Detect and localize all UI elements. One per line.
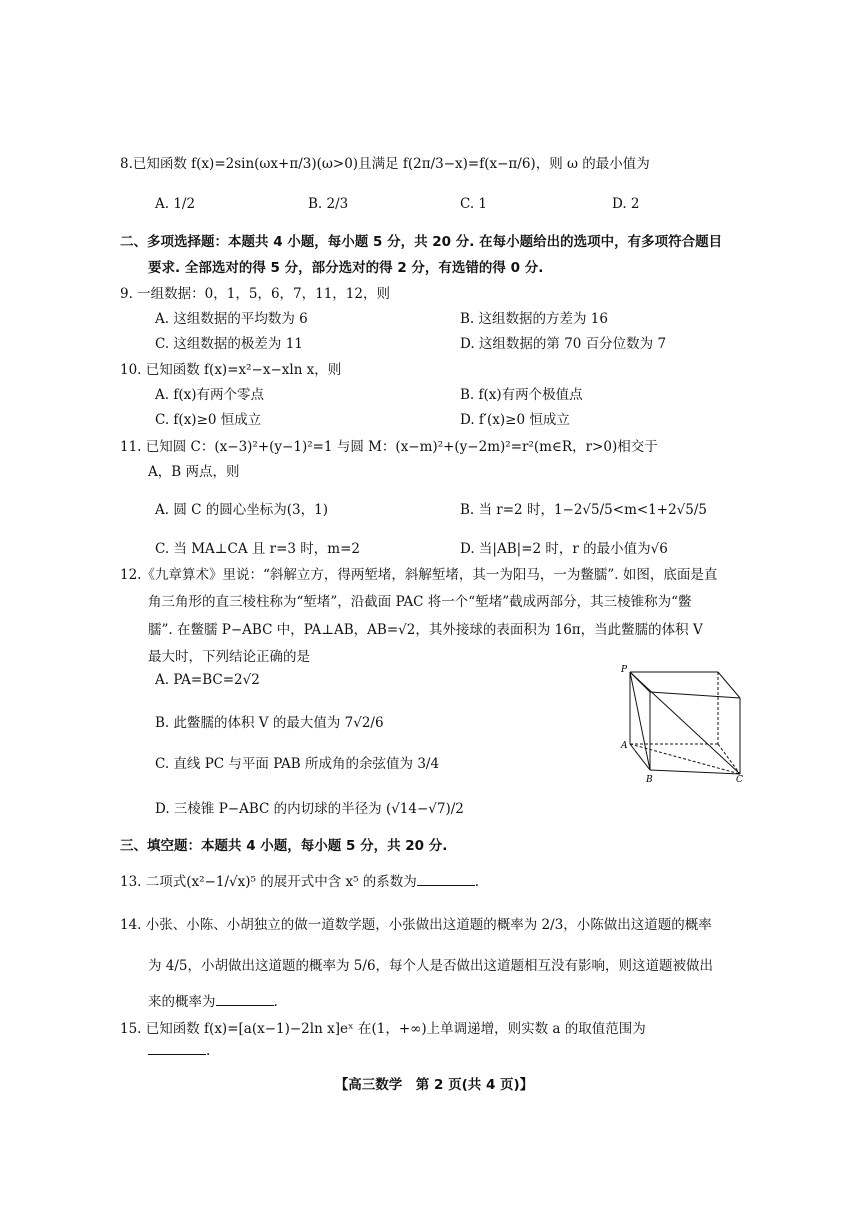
q13-stem: 13. 二项式(x²−1/√x)⁵ 的展开式中含 x⁵ 的系数为 <box>120 874 417 890</box>
q10-option-d: D. f′(x)≥0 恒成立 <box>460 412 570 428</box>
q8-option-b: B. 2/3 <box>308 196 349 212</box>
q9-stem: 9. 一组数据：0，1，5，6，7，11，12，则 <box>120 286 390 302</box>
label-c: C <box>736 775 743 784</box>
q12-option-a: A. PA=BC=2√2 <box>155 672 260 688</box>
q15-end: . <box>206 1043 211 1059</box>
q14-stem-line1: 14. 小张、小陈、小胡独立的做一道数学题，小张做出这道题的概率为 2/3，小陈做出这道题的概率 <box>120 917 712 933</box>
q12-stem-line4: 最大时，下列结论正确的是 <box>148 649 310 665</box>
q11-stem-line2: A，B 两点，则 <box>148 464 240 480</box>
q8-stem: 8.已知函数 f(x)=2sin(ωx+π/3)(ω>0)且满足 f(2π/3−x)=f(x−π/6)，则 ω 的最小值为 <box>120 156 650 172</box>
q11-option-d: D. 当|AB|=2 时，r 的最小值为√6 <box>460 541 668 557</box>
q15-answer-blank[interactable] <box>148 1042 206 1055</box>
q8-option-c: C. 1 <box>460 196 488 212</box>
q14-end: . <box>273 994 278 1010</box>
q12-option-c: C. 直线 PC 与平面 PAB 所成角的余弦值为 3/4 <box>155 756 440 772</box>
q9-option-b: B. 这组数据的方差为 16 <box>460 311 608 327</box>
label-b: B <box>646 775 653 784</box>
q14-stem-line2: 为 4/5，小胡做出这道题的概率为 5/6，每个人是否做出这道题相互没有影响，则这道题被做出 <box>148 958 714 974</box>
q9-option-a: A. 这组数据的平均数为 6 <box>155 311 308 327</box>
q14-stem-line3: 来的概率为 <box>148 994 216 1010</box>
q10-stem: 10. 已知函数 f(x)=x²−x−xln x，则 <box>120 362 342 378</box>
q10-option-a: A. f(x)有两个零点 <box>155 387 264 403</box>
q11-option-c: C. 当 MA⊥CA 且 r=3 时，m=2 <box>155 541 360 557</box>
prism-figure <box>618 662 748 784</box>
q10-option-c: C. f(x)≥0 恒成立 <box>155 412 262 428</box>
q14-line3 <box>148 990 278 1010</box>
q11-stem-line1: 11. 已知圆 C：(x−3)²+(y−1)²=1 与圆 M：(x−m)²+(y−2m)²=r²(m∈R，r>0)相交于 <box>120 439 658 455</box>
q14-answer-blank[interactable] <box>216 993 274 1006</box>
q8-option-d: D. 2 <box>612 196 640 212</box>
q9-option-d: D. 这组数据的第 70 百分位数为 7 <box>460 336 667 352</box>
label-a: A <box>621 741 628 751</box>
q13-end: . <box>474 874 480 890</box>
q8-option-a: A. 1/2 <box>155 196 196 212</box>
q15-stem-line1: 15. 已知函数 f(x)=[a(x−1)−2ln x]eˣ 在(1，+∞)上单调递增，则实数 a 的取值范围为 <box>120 1021 646 1037</box>
section2-heading-line2: 要求. 全部选对的得 5 分，部分选对的得 2 分，有选错的得 0 分. <box>148 260 544 276</box>
q13-answer-blank[interactable] <box>417 873 475 886</box>
q12-stem-line3: 臑”. 在鳖臑 P−ABC 中，PA⊥AB，AB=√2，其外接球的表面积为 16π，当此鳖臑的体积 V <box>148 622 703 638</box>
q12-stem-line2: 角三角形的直三棱柱称为“堑堵”，沿截面 PAC 将一个“堑堵”截成两部分，其三棱锥称为“鳖 <box>148 594 692 610</box>
q10-option-b: B. f(x)有两个极值点 <box>460 387 583 403</box>
q9-option-c: C. 这组数据的极差为 11 <box>155 336 303 352</box>
q15-line2 <box>148 1042 210 1059</box>
q13-line <box>120 870 479 890</box>
q12-option-d: D. 三棱锥 P−ABC 的内切球的半径为 (√14−√7)/2 <box>155 801 464 817</box>
q12-option-b: B. 此鳖臑的体积 V 的最大值为 7√2/6 <box>155 715 384 731</box>
label-p: P <box>621 665 628 675</box>
q12-stem-line1: 12.《九章算术》里说：“斜解立方，得两堑堵，斜解堑堵，其一为阳马，一为鳖臑”. 如图，底面是直 <box>120 567 718 583</box>
page-footer: 【高三数学 第 2 页(共 4 页)】 <box>334 1077 534 1093</box>
q11-option-a: A. 圆 C 的圆心坐标为(3，1) <box>155 502 328 518</box>
section3-heading: 三、填空题：本题共 4 小题，每小题 5 分，共 20 分. <box>120 838 448 854</box>
q11-option-b: B. 当 r=2 时，1−2√5/5<m<1+2√5/5 <box>460 502 708 518</box>
section2-heading-line1: 二、多项选择题：本题共 4 小题，每小题 5 分，共 20 分. 在每小题给出的选项中，有多项符合题目 <box>120 234 723 250</box>
